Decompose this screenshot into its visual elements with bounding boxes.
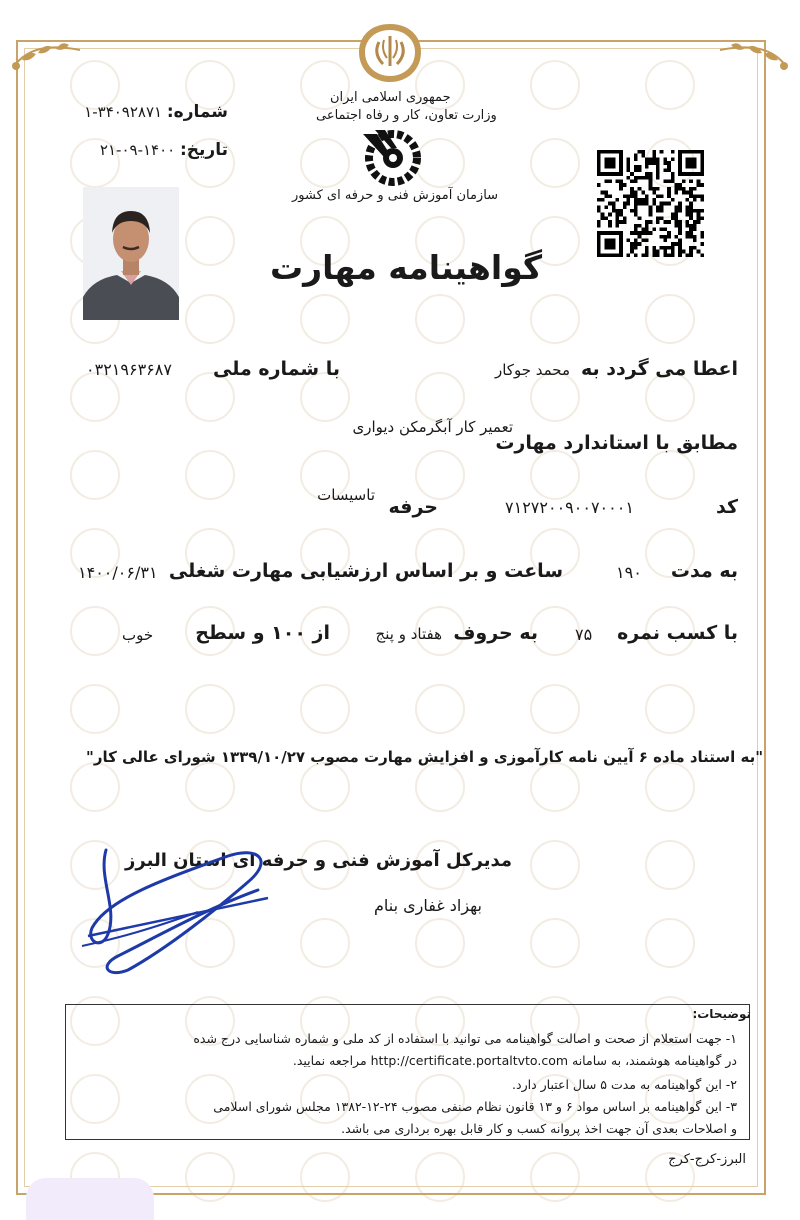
score-words-value: هفتاد و پنج (375, 625, 442, 643)
certificate-title: گواهینامه مهارت (270, 248, 543, 287)
signature-icon (78, 838, 278, 978)
code-value: ۷۱۲۷۲۰۰۹۰۰۷۰۰۰۱ (505, 498, 634, 517)
skill-standard-label: مطابق با استاندارد مهارت (495, 432, 738, 454)
level-value: خوب (122, 626, 154, 644)
date-label: تاریخ: (180, 140, 228, 160)
note-line-4: ۳- این گواهینامه بر اساس مواد ۶ و ۱۳ قانون نظام صنفی مصوب ۲۴-۱۲-۱۳۸۲ مجلس شورای اسلامی (213, 1099, 737, 1114)
holder-name: محمد جوکار (494, 361, 570, 379)
score-value: ۷۵ (575, 625, 593, 644)
note-line-1: ۱- جهت استعلام از صحت و اصالت گواهینامه می توانید با استفاده از کد ملی و شماره شناسایی درج شده (193, 1031, 737, 1046)
left-corner-ornament-icon (8, 38, 88, 78)
level-label: از ۱۰۰ و سطح (195, 622, 330, 644)
note-line-5: و اصلاحات بعدی آن جهت اخذ پروانه کسب و کار قابل بهره برداری می باشد. (341, 1121, 737, 1136)
certificate-date (100, 140, 228, 160)
corner-decoration (26, 1178, 154, 1220)
code-label: کد (715, 496, 738, 518)
tvto-logo-icon (357, 126, 429, 188)
ministry-title: وزارت تعاون، کار و رفاه اجتماعی (316, 108, 497, 123)
trade-value: تاسیسات (317, 486, 375, 504)
duration-label: به مدت (670, 560, 738, 582)
holder-photo (83, 187, 179, 320)
duration-value: ۱۹۰ (616, 563, 642, 582)
regulation-text: "به استناد ماده ۶ آیین نامه کارآموزی و افزایش مهارت مصوب ۱۳۳۹/۱۰/۲۷ شورای عالی کار" (86, 748, 764, 766)
hours-evaluation-label: ساعت و بر اساس ارزشیابی مهارت شغلی (168, 560, 563, 582)
organization-title: سازمان آموزش فنی و حرفه ای کشور (292, 188, 499, 203)
skill-standard-value: تعمیر کار آبگرمکن دیواری (352, 418, 513, 436)
national-id-label: با شماره ملی (213, 358, 340, 380)
score-label: با کسب نمره (617, 622, 738, 644)
trade-label: حرفه (388, 496, 438, 518)
notes-box (65, 1004, 750, 1140)
signatory-name: بهزاد غفاری بنام (373, 896, 482, 915)
score-words-label: به حروف (453, 622, 538, 644)
date-value: ۱۴۰۰-۰۹-۲۱ (99, 141, 176, 159)
footer-location-code: البرز-کرج-کرج (668, 1152, 746, 1167)
notes-heading: توضیحات: (692, 1007, 751, 1021)
number-value: ۳۴۰۹۲۸۷۱-۱ (84, 103, 163, 121)
national-id-value: ۰۳۲۱۹۶۳۶۸۷ (86, 360, 172, 379)
right-corner-ornament-icon (712, 38, 792, 78)
evaluation-date: ۱۴۰۰/۰۶/۳۱ (78, 563, 158, 582)
number-label: شماره: (166, 102, 228, 122)
note-line-3: ۲- این گواهینامه به مدت ۵ سال اعتبار دارد. (512, 1077, 737, 1092)
signatory-title: مدیرکل آموزش فنی و حرفه ای استان البرز (125, 850, 512, 871)
certificate-number (84, 102, 228, 122)
republic-title: جمهوری اسلامی ایران (330, 90, 451, 105)
iran-emblem-icon (357, 22, 423, 84)
qr-code-icon (597, 150, 704, 257)
granted-label: اعطا می گردد به (581, 358, 738, 380)
note-line-2: در گواهینامه هوشمند، به سامانه http://certificate.portaltvto.com مراجعه نمایید. (292, 1053, 737, 1068)
